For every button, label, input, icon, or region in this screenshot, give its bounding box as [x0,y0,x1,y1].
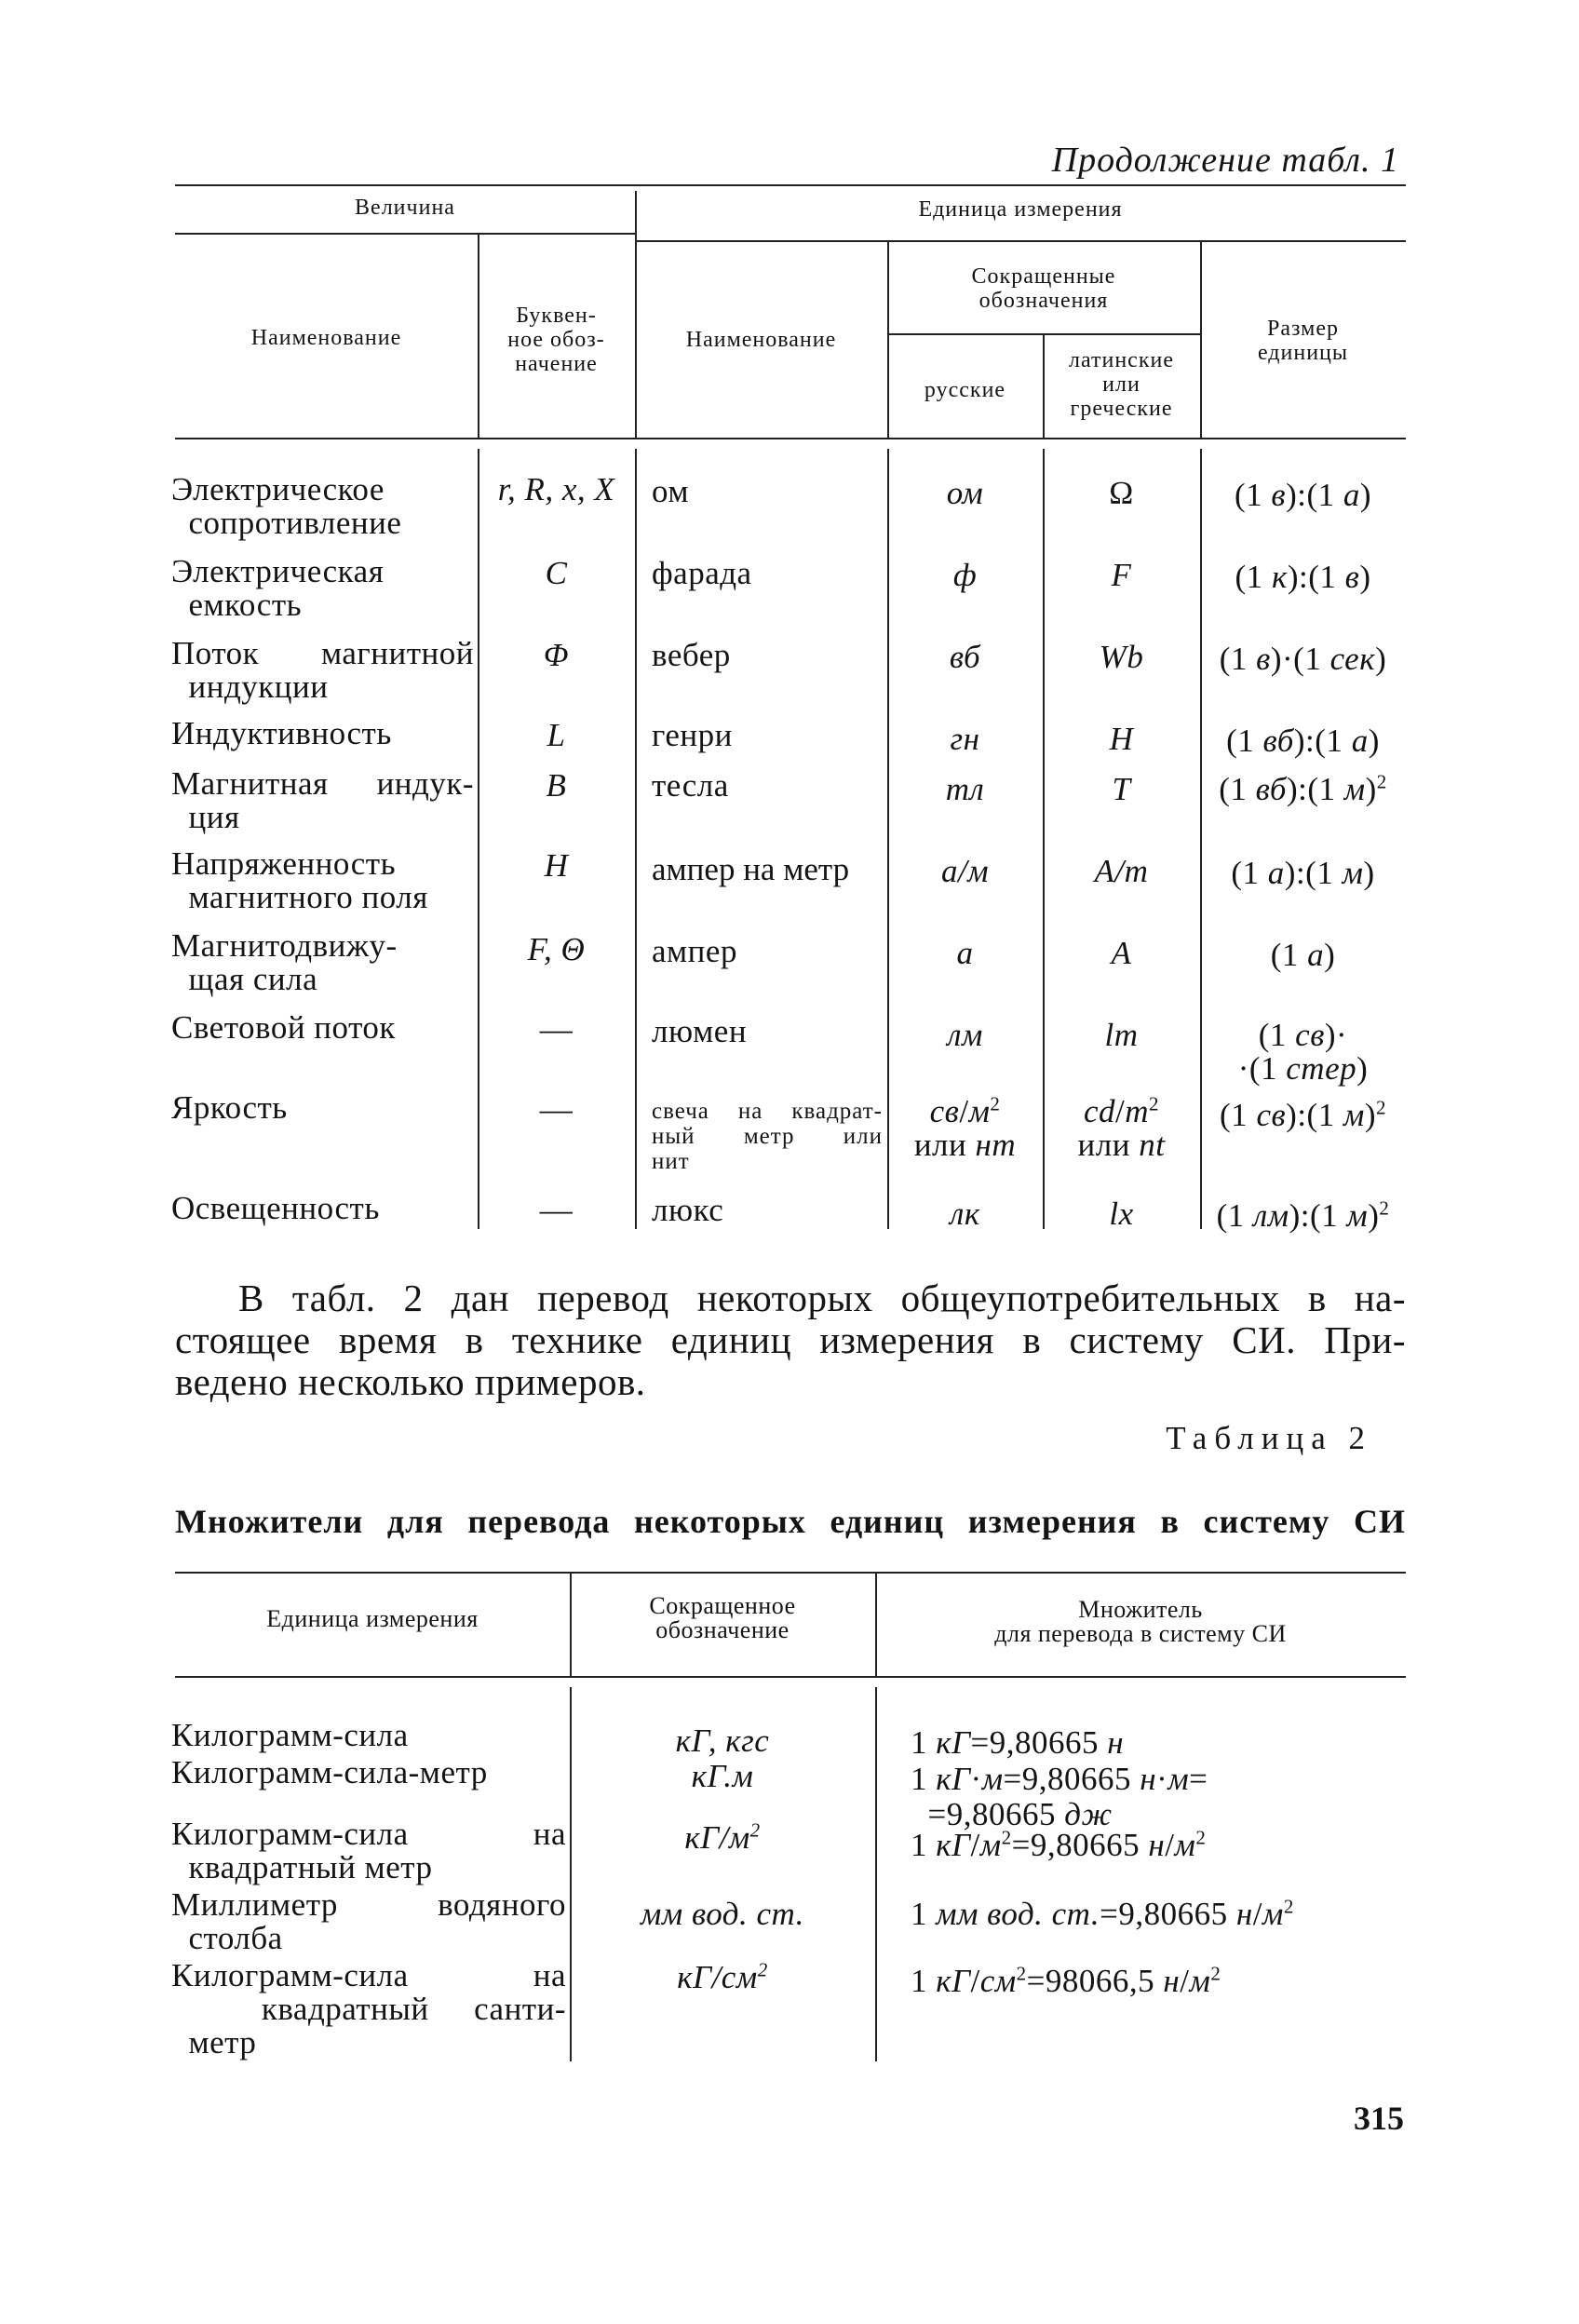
t1-row-size: (1 св):(1 м)$^2$ [1220,1096,1386,1133]
t1-row-size: (1 а):(1 м) [1231,855,1375,891]
t2-top-rule [175,1572,1406,1574]
t1-header-abbr: Сокращенные обозначения [971,264,1116,313]
t1-row-lat: Wb [1099,639,1144,675]
t2-row-abbr: кГ.м [691,1758,754,1794]
t2-row-unit: Килограмм-сила [171,1717,409,1753]
t1-row-letter: — [539,1192,574,1228]
t1-row-unit: тесла [652,767,729,804]
t1-top-rule [175,184,1406,186]
t1-row-lat: T [1112,771,1131,807]
t1-row-unit: люкс [652,1192,724,1228]
table-2-title: Множители для перевода некоторых единиц измерения в систему СИ [175,1503,1406,1540]
t1-row-quantity: Индуктивность [171,715,392,751]
t1-unit-rule [635,240,1406,242]
t2-row-factor: 1 кГ·м=9,80665 н·м= =9,80665 дж [911,1761,1208,1832]
t1-row-unit: люмен [652,1013,748,1049]
t1-row-size: (1 лм):(1 м)$^2$ [1216,1196,1390,1234]
t2-row-factor: 1 $кГ/м^2=9,80665$ $н/м^2$ [911,1826,1207,1863]
t1-quantity-rule [175,233,635,235]
continuation-label: Продолжение табл. 1 [1051,141,1399,180]
t2-row-abbr: $кГ/м^2$ [684,1818,761,1856]
t2-header-factor: Множитель для перевода в систему СИ [994,1596,1287,1647]
t1-row-lat: lm [1104,1017,1139,1053]
t1-row-ru: лк [950,1196,980,1232]
t1-row-unit: генри [652,717,733,753]
t1-row-lat: H [1109,721,1134,757]
t1-row-ru: ом [946,475,984,511]
t1-row-letter: C [545,555,568,591]
t1-row-letter: F, Θ [527,931,586,967]
t1-row-unit: свеча на квадрат- ный метр или нит [652,1099,883,1174]
t1-row-ru: вб [949,639,981,675]
t1-row-quantity: Магнитодвижу- щая сила [171,927,398,997]
t1-row-size: (1 в):(1 а) [1234,477,1372,513]
t1-header-unit: Единица измерения [918,197,1123,222]
t1-row-quantity: Напряженность магнитного поля [171,845,428,915]
t2-row-unit: Килограмм-сила на квадратный санти- метр [171,1957,566,2061]
t1-row-lat: A/m [1094,853,1149,889]
t1-row-letter: r, R, x, X [497,471,615,507]
t1-row-unit: вебер [652,637,731,673]
t2-header-abbr: Сокращенное обозначение [649,1592,796,1643]
t1-vrule-2 [635,191,637,438]
t1-row-unit: ампер [652,933,737,969]
page-number: 315 [1354,2100,1404,2137]
t1-row-quantity: Магнитная индук- ция [171,765,474,835]
t1-header-latin: латинские или греческие [1069,348,1174,421]
t2-header-unit: Единица измерения [266,1605,479,1632]
t1-row-ru: лм [947,1017,983,1053]
t1-row-quantity: Электрическое сопротивление [171,471,402,541]
t1-row-lat: A [1111,935,1132,971]
t1-row-letter: L [547,717,566,753]
t2-row-factor: 1 мм вод. ст.=9,80665 $н/м^2$ [911,1895,1294,1932]
t1-row-size: (1 вб):(1 а) [1226,723,1380,759]
t2-row-abbr: $кГ/см^2$ [677,1958,768,1995]
t1-row-unit: ом [652,473,689,509]
t1-row-quantity: Поток магнитной индукции [171,635,474,705]
t2-row-abbr: мм вод. ст. [641,1896,804,1932]
t2-row-unit: Килограмм-сила на квадратный метр [171,1816,566,1885]
t1-row-size: (1 в)·(1 сек) [1219,641,1387,677]
t1-row-size: (1 вб):(1 м)$^2$ [1219,770,1387,807]
t1-row-lat: Ω [1109,475,1134,511]
t1-row-unit: фарада [652,555,752,591]
t1-header-letter: Буквен- ное обоз- начение [507,304,605,376]
t2-row-unit: Килограмм-сила-метр [171,1754,488,1790]
t1-row-lat: lx [1109,1196,1134,1232]
t1-row-letter: B [546,767,567,804]
t2-row-unit: Миллиметр водяного столба [171,1886,566,1956]
t1-header-unit-name: Наименование [685,328,837,352]
t1-row-quantity: Яркость [171,1089,288,1126]
t1-header-bottom-rule [175,438,1406,439]
body-paragraph: В табл. 2 дан перевод некоторых общеупотребительных в на- стоящее время в технике единиц измерения в систему СИ. При- ведено несколько примеров. [175,1277,1406,1403]
t2-body-vrule-2 [875,1687,877,2061]
t1-header-quantity: Величина [355,196,455,220]
t1-row-lat: F [1111,557,1132,593]
t1-row-ru: гн [950,721,980,757]
t1-row-unit: ампер на метр [652,851,850,887]
t1-row-quantity: Освещенность [171,1190,380,1226]
t1-row-ru: $св/м^2$ или нт [913,1092,1017,1163]
t1-row-quantity: Электрическая емкость [171,553,385,623]
t1-row-size: (1 св)· ·(1 стер) [1237,1017,1369,1087]
t1-row-letter: — [539,1011,574,1047]
t2-header-bottom-rule [175,1676,1406,1678]
t1-row-ru: тл [945,771,985,807]
t1-row-size: (1 а) [1270,937,1336,973]
t2-row-factor: 1 $кГ/см^2=98066,5$ $н/м^2$ [911,1962,1221,1999]
t1-header-size: Размер единицы [1257,317,1349,365]
t1-row-letter: Φ [543,637,570,673]
t1-row-lat: $cd/m^2$ или nt [1077,1092,1166,1163]
t2-row-abbr: кГ, кгс [675,1723,770,1759]
t1-row-letter: H [544,847,569,884]
table-2-label: Таблица 2 [1166,1420,1372,1456]
t1-row-ru: а/м [940,853,990,889]
t1-row-size: (1 к):(1 в) [1235,559,1371,595]
t1-row-quantity: Световой поток [171,1009,396,1046]
t1-header-russian: русские [924,378,1006,402]
t1-row-ru: а [956,935,974,971]
t1-header-name: Наименование [250,326,402,350]
t2-row-factor: 1 кГ=9,80665 н [911,1724,1125,1761]
t1-row-letter: — [539,1091,574,1128]
t1-body-vrule-2 [635,449,637,1229]
t1-row-ru: ф [952,557,978,593]
